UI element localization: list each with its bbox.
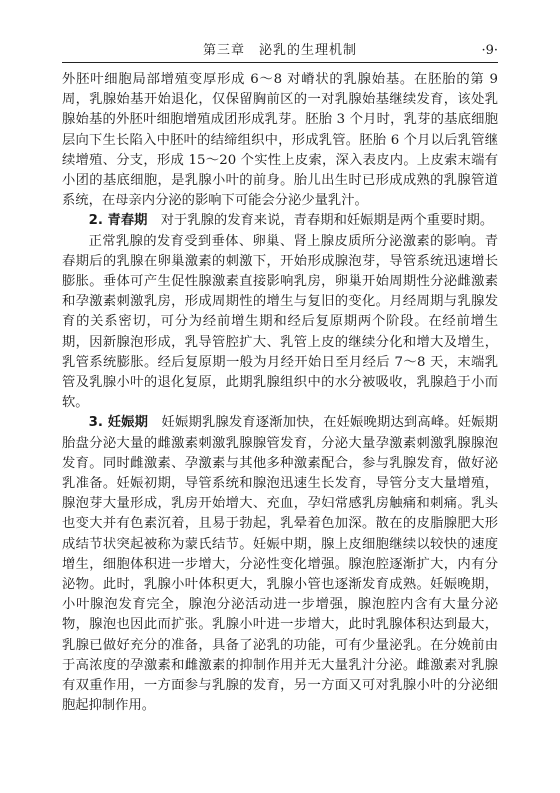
body-text [62, 70, 498, 717]
paragraph-pregnancy [62, 413, 498, 716]
section-heading-pregnancy: 3. 妊娠期 [88, 415, 149, 431]
page-number: ·9· [481, 43, 498, 58]
paragraph-text: 外胚叶细胞局部增殖变厚形成 6～8 对嵴状的乳腺始基。在胚胎的第 9 周，乳腺始基开始退化，仅保留胸前区的一对乳腺始基继续发育，该处乳腺始基的外胚叶细胞增殖成团形成乳芽。胚胎 3 个月时，乳芽的基底细胞层向下生长陷入中胚叶的结缔组织中，形成乳管。胚胎 6 个月以后乳管继续增殖、分支，形成 15～20 个实性上皮索，深入表皮内。上皮索末端有小团的基底细胞，是乳腺小叶的前身。胎儿出生时已形成成熟的乳腺管道系统，在母亲内分泌的影响下可能会分泌少量乳汁。 [62, 72, 498, 209]
paragraph-puberty-detail [62, 232, 498, 414]
paragraph-text: 妊娠期乳腺发育逐渐加快，在妊娠晚期达到高峰。妊娠期胎盘分泌大量的雌激素刺激乳腺腺管发育，分泌大量孕激素刺激乳腺腺泡发育。同时雌激素、孕激素与其他多种激素配合，参与乳腺发育，做好泌乳准备。妊娠初期，导管系统和腺泡迅速生长发育，导管分支大量增殖，腺泡芽大量形成，乳房开始增大、充血，孕妇常感乳房触痛和刺痛。乳头也变大并有色素沉着，且易于勃起，乳晕着色加深。散在的皮脂腺肥大形成结节状突起被称为蒙氏结节。妊娠中期，腺上皮细胞继续以较快的速度增生，细胞体积进一步增大，分泌性变化增强。腺泡腔逐渐扩大，内有分泌物。此时，乳腺小叶体积更大，乳腺小管也逐渐发育成熟。妊娠晚期，小叶腺泡发育完全，腺泡分泌活动进一步增强，腺泡腔内含有大量分泌物，腺泡也因此而扩张。乳腺小叶进一步增大，此时乳腺体积达到最大，乳腺已做好充分的准备，具备了泌乳的功能，可有少量泌乳。在分娩前由于高浓度的孕激素和雌激素的抑制作用并无大量乳汁分泌。雌激素对乳腺有双重作用，一方面参与乳腺的发育，另一方面又可对乳腺小叶的分泌细胞起抑制作用。 [62, 415, 499, 714]
chapter-title: 第三章 泌乳的生理机制 [202, 43, 357, 58]
paragraph-puberty-intro [62, 211, 498, 231]
section-heading-puberty: 2. 青春期 [88, 213, 148, 229]
paragraph-text: 正常乳腺的发育受到垂体、卵巢、肾上腺皮质所分泌激素的影响。青春期后的乳腺在卵巢激素的刺激下，开始形成腺泡芽，导管系统迅速增长膨胀。垂体可产生促性腺激素直接影响乳房，卵巢开始周期性分泌雌激素和孕激素刺激乳房，形成周期性的增生与复旧的变化。月经周期与乳腺发育的关系密切，可分为经前增生期和经后复原期两个阶段。在经前增生期，因新腺泡形成，乳导管腔扩大、乳管上皮的继续分化和增大及增生，乳管系统膨胀。经后复原期一般为月经开始日至月经后 7～8 天，末端乳管及乳腺小叶的退化复原，此期乳腺组织中的水分被吸收，乳腺趋于小而软。 [62, 233, 498, 411]
running-header [62, 42, 498, 63]
paragraph-embryo-continuation [62, 70, 498, 211]
paragraph-text: 对于乳腺的发育来说，青春期和妊娠期是两个重要时期。 [147, 213, 494, 229]
